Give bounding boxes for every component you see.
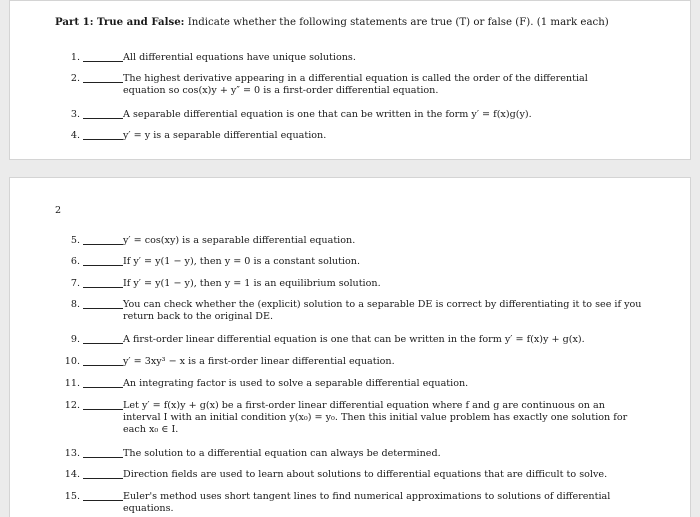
answer-blank[interactable]: [83, 365, 123, 366]
question-number: 9.: [70, 334, 80, 345]
question-text: A separable differential equation is one that can be written in the form y′ = f(x)g(y).: [123, 109, 532, 120]
question-number: 13.: [64, 448, 80, 459]
page-1: [9, 0, 691, 160]
answer-blank[interactable]: [83, 118, 123, 119]
answer-blank[interactable]: [83, 343, 123, 344]
question-number: 6.: [70, 256, 80, 267]
question-text: You can check whether the (explicit) solution to a separable DE is correct by differentiating it to see if you return back to the original DE.: [123, 299, 642, 322]
question-text: Euler's method uses short tangent lines to find numerical approximations to solutions of differential equations.: [123, 491, 611, 514]
question-text: A first-order linear differential equation is one that can be written in the form y′ = f(x)y + g(x).: [123, 334, 585, 345]
answer-blank[interactable]: [83, 387, 123, 388]
answer-blank[interactable]: [83, 478, 123, 479]
question-number: 1.: [70, 52, 80, 63]
question-text: y′ = 3xy³ − x is a first-order linear differential equation.: [123, 356, 395, 367]
question-number: 5.: [70, 235, 80, 246]
page-number: 2: [55, 205, 62, 216]
page-2: [9, 177, 691, 517]
question-number: 14.: [64, 469, 80, 480]
part-1-label: Part 1: True and False:: [55, 16, 185, 28]
question-number: 8.: [70, 299, 80, 310]
question-text: If y′ = y(1 − y), then y = 0 is a constant solution.: [123, 256, 361, 267]
part-1-instructions: Indicate whether the following statements are true (T) or false (F). (1 mark each): [184, 17, 609, 28]
question-text: y′ = cos(xy) is a separable differential equation.: [123, 235, 356, 246]
question-number: 3.: [70, 109, 80, 120]
question-text: The solution to a differential equation can always be determined.: [123, 448, 441, 459]
answer-blank[interactable]: [83, 265, 123, 266]
question-text: y′ = y is a separable differential equation.: [123, 130, 327, 141]
question-text: If y′ = y(1 − y), then y = 1 is an equilibrium solution.: [123, 278, 381, 289]
question-number: 15.: [64, 491, 80, 502]
answer-blank[interactable]: [83, 287, 123, 288]
part-1-heading: [55, 16, 609, 29]
answer-blank[interactable]: [83, 457, 123, 458]
question-number: 11.: [64, 378, 80, 389]
answer-blank[interactable]: [83, 139, 123, 140]
answer-blank[interactable]: [83, 409, 123, 410]
question-text: The highest derivative appearing in a differential equation is called the order of the differential equation so cos(x)y + y″ = 0 is a first-order differential equation.: [123, 73, 588, 96]
question-text: Direction fields are used to learn about solutions to differential equations that are difficult to solve.: [123, 469, 608, 480]
answer-blank[interactable]: [83, 500, 123, 501]
question-number: 7.: [70, 278, 80, 289]
answer-blank[interactable]: [83, 308, 123, 309]
question-text: All differential equations have unique solutions.: [123, 52, 356, 63]
question-number: 12.: [64, 400, 80, 411]
answer-blank[interactable]: [83, 61, 123, 62]
answer-blank[interactable]: [83, 82, 123, 83]
question-number: 4.: [70, 130, 80, 141]
question-number: 10.: [64, 356, 80, 367]
answer-blank[interactable]: [83, 244, 123, 245]
question-text: An integrating factor is used to solve a separable differential equation.: [123, 378, 469, 389]
question-text: Let y′ = f(x)y + g(x) be a first-order linear differential equation where f and g are continuous on an interval I with an initial condition y(x₀) = y₀. Then this initial value problem has exactly one solution for each x₀ ∈ I.: [123, 400, 628, 435]
question-number: 2.: [70, 73, 80, 84]
